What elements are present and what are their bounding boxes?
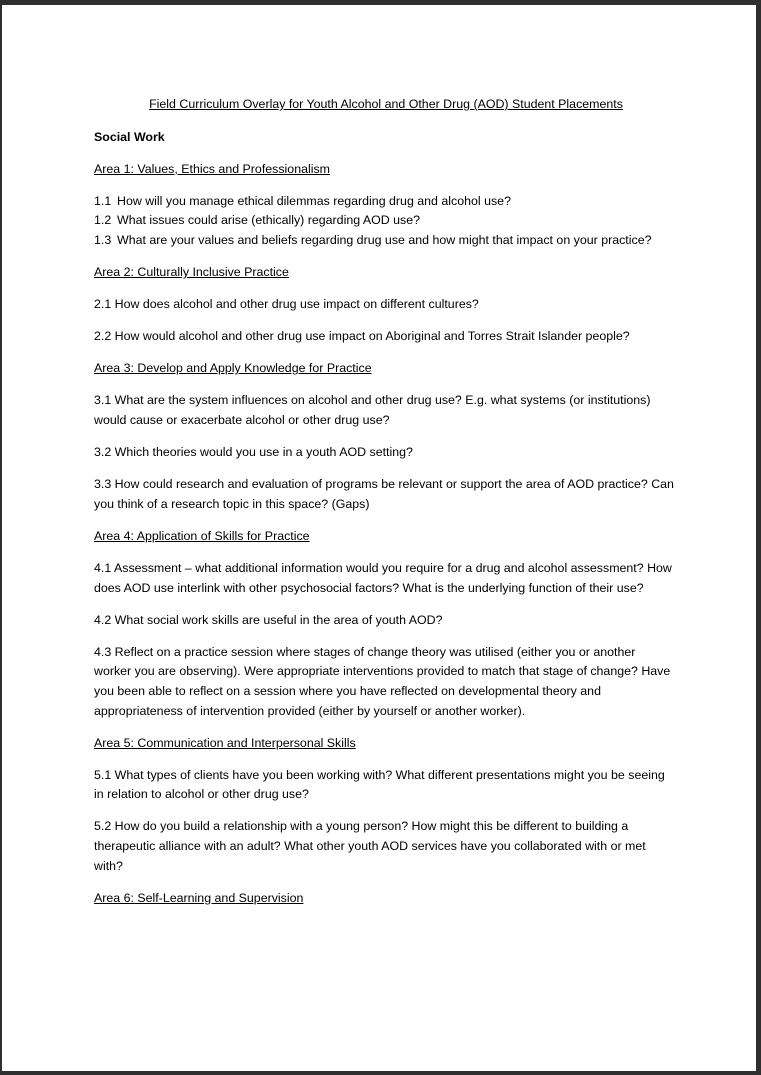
area-2-section — [94, 263, 674, 347]
document-content — [94, 95, 674, 921]
discipline-heading: Social Work — [94, 129, 165, 144]
area-1-question-list — [94, 192, 674, 251]
area-heading: Area 3: Develop and Apply Knowledge for Practice — [94, 361, 372, 376]
question-number: 1.3 — [94, 232, 112, 247]
list-item — [94, 192, 674, 212]
area-3-section — [94, 359, 674, 514]
area-heading: Area 5: Communication and Interpersonal Skills — [94, 735, 356, 750]
question-paragraph: 3.3 How could research and evaluation of programs be relevant or support the area of AOD practice? Can you think of a research topic in this space? (Gaps) — [94, 477, 674, 511]
area-heading: Area 4: Application of Skills for Practice — [94, 528, 310, 543]
area-4-section — [94, 527, 674, 721]
area-1-section — [94, 160, 674, 251]
list-item — [94, 211, 674, 231]
area-6-section — [94, 889, 674, 909]
question-paragraph: 4.1 Assessment – what additional information would you require for a drug and alcohol assessment? How does AOD use interlink with other psychosocial factors? What is the underlying function of their use? — [94, 561, 672, 595]
area-heading: Area 1: Values, Ethics and Professionalism — [94, 161, 330, 176]
question-paragraph: 5.1 What types of clients have you been working with? What different presentations might you be seeing in relation to alcohol or other drug use? — [94, 767, 665, 802]
question-text: How will you manage ethical dilemmas regarding drug and alcohol use? — [117, 193, 511, 208]
question-paragraph: 2.2 How would alcohol and other drug use impact on Aboriginal and Torres Strait Islander people? — [94, 329, 630, 344]
area-heading: Area 2: Culturally Inclusive Practice — [94, 265, 289, 280]
question-paragraph: 4.3 Reflect on a practice session where stages of change theory was utilised (either you or another worker you are observing). Were appropriate interventions provided to match that stage of change? Have you been able to reflect on a session where you have reflected on developmental theory and appropriateness of intervention provided (either by yourself or another worker). — [94, 644, 671, 718]
question-paragraph: 5.2 How do you build a relationship with a young person? How might this be different to building a therapeutic alliance with an adult? What other youth AOD services have you collaborated with or met with? — [94, 819, 646, 873]
document-title: Field Curriculum Overlay for Youth Alcohol and Other Drug (AOD) Student Placements — [149, 97, 623, 111]
question-number: 1.1 — [94, 193, 112, 208]
question-paragraph: 4.2 What social work skills are useful in the area of youth AOD? — [94, 612, 443, 627]
document-page — [2, 5, 756, 1071]
area-heading: Area 6: Self-Learning and Supervision — [94, 890, 304, 905]
question-text: What are your values and beliefs regarding drug use and how might that impact on your practice? — [117, 232, 652, 247]
area-5-section — [94, 734, 674, 877]
question-text: What issues could arise (ethically) regarding AOD use? — [117, 213, 421, 228]
list-item — [94, 231, 674, 251]
question-paragraph: 2.1 How does alcohol and other drug use impact on different cultures? — [94, 297, 479, 312]
question-paragraph: 3.2 Which theories would you use in a youth AOD setting? — [94, 445, 413, 460]
question-number: 1.2 — [94, 213, 112, 228]
question-paragraph: 3.1 What are the system influences on alcohol and other drug use? E.g. what systems (or institutions) would cause or exacerbate alcohol or other drug use? — [94, 393, 651, 428]
